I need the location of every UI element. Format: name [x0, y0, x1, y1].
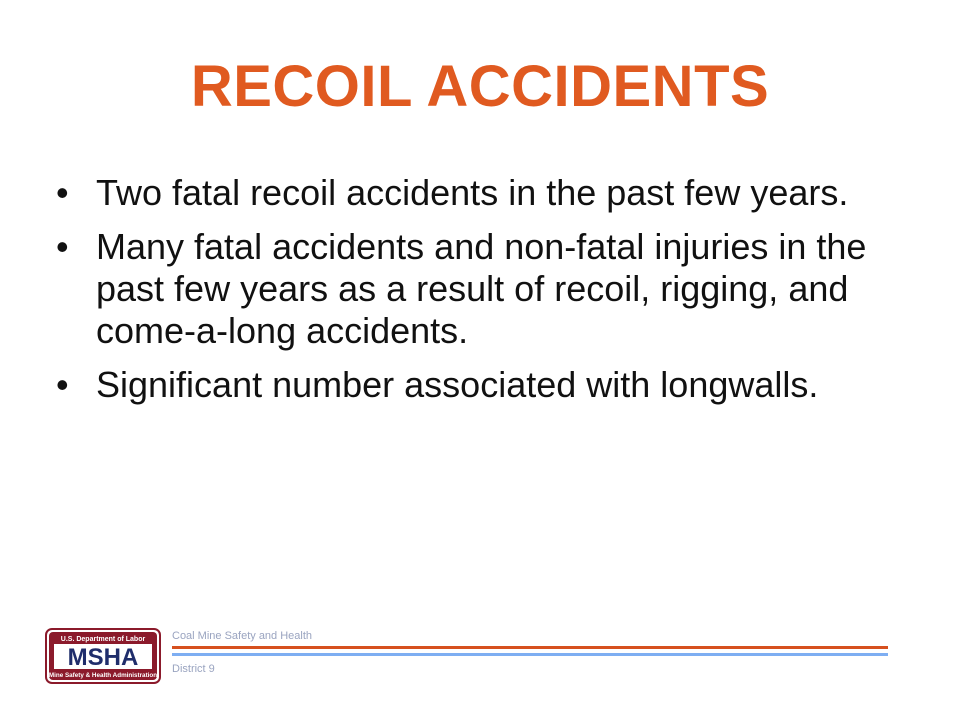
- slide-footer: [0, 620, 960, 690]
- footer-organization: Coal Mine Safety and Health: [172, 630, 313, 642]
- logo-bottom-text: Mine Safety & Health Administration: [48, 672, 158, 679]
- logo-top-text: U.S. Department of Labor: [60, 636, 146, 643]
- bullet-text: Many fatal accidents and non-fatal injuries in the past few years as a result of recoil, rigging, and come-a-long accidents.: [96, 226, 867, 351]
- logo-main-text: MSHA: [67, 644, 139, 671]
- msha-logo: [45, 628, 161, 684]
- bullet-dot-icon: •: [56, 364, 69, 405]
- footer-divider-blue: [172, 653, 888, 656]
- bullet-list: [56, 172, 906, 418]
- slide-title: RECOIL ACCIDENTS: [190, 54, 770, 119]
- bullet-text: Significant number associated with longwalls.: [96, 364, 819, 405]
- footer-divider-red: [172, 646, 888, 649]
- bullet-item: [56, 172, 906, 214]
- bullet-item: [56, 364, 906, 406]
- bullet-item: [56, 226, 906, 352]
- bullet-text: Two fatal recoil accidents in the past few years.: [96, 172, 849, 213]
- bullet-dot-icon: •: [56, 172, 69, 213]
- bullet-dot-icon: •: [56, 226, 69, 267]
- footer-district: District 9: [172, 663, 215, 675]
